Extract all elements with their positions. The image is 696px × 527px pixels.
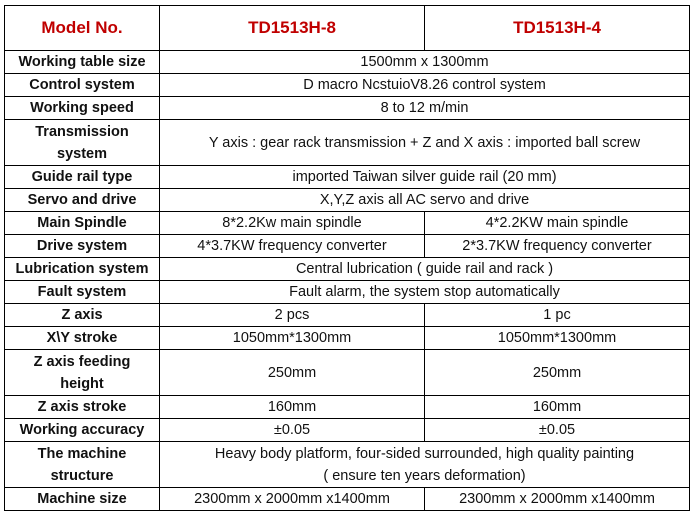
row-value-td1513h-8: 250mm xyxy=(160,350,425,396)
row-value-td1513h-4: 1050mm*1300mm xyxy=(425,327,690,350)
row-value: Fault alarm, the system stop automatically xyxy=(160,281,690,304)
row-value-td1513h-4: 250mm xyxy=(425,350,690,396)
row-value: imported Taiwan silver guide rail (20 mm) xyxy=(160,166,690,189)
table-row xyxy=(5,327,690,350)
row-label-line: Z axis feeding xyxy=(33,353,131,370)
table-row xyxy=(5,396,690,419)
row-value: Y axis : gear rack transmission + Z and X axis : imported ball screw xyxy=(160,120,690,166)
row-value-td1513h-4: ±0.05 xyxy=(425,419,690,442)
row-label: Working table size xyxy=(5,51,160,74)
row-label-line: Transmission xyxy=(35,123,129,140)
header-row xyxy=(5,6,690,51)
table-row xyxy=(5,97,690,120)
row-label xyxy=(5,350,160,396)
table-row xyxy=(5,488,690,511)
table-row xyxy=(5,350,690,396)
row-label-line: The machine xyxy=(37,445,127,462)
table-row xyxy=(5,166,690,189)
row-label xyxy=(5,442,160,488)
row-value-td1513h-8: 4*3.7KW frequency converter xyxy=(160,235,425,258)
row-label-line: system xyxy=(57,145,107,162)
table-row xyxy=(5,189,690,212)
row-value-td1513h-8: 2 pcs xyxy=(160,304,425,327)
row-label: Z axis stroke xyxy=(5,396,160,419)
row-label: Guide rail type xyxy=(5,166,160,189)
row-label: Working speed xyxy=(5,97,160,120)
table-row xyxy=(5,258,690,281)
row-label-line: structure xyxy=(50,467,114,484)
row-value-line: ( ensure ten years deformation) xyxy=(323,467,526,484)
table-row xyxy=(5,74,690,97)
row-label: Z axis xyxy=(5,304,160,327)
table-row xyxy=(5,235,690,258)
row-value-td1513h-4: 160mm xyxy=(425,396,690,419)
model-no-label: Model No. xyxy=(5,6,160,51)
row-label: Working accuracy xyxy=(5,419,160,442)
table-row xyxy=(5,51,690,74)
row-value: X,Y,Z axis all AC servo and drive xyxy=(160,189,690,212)
row-label: Fault system xyxy=(5,281,160,304)
row-value-td1513h-4: 4*2.2KW main spindle xyxy=(425,212,690,235)
row-label xyxy=(5,120,160,166)
row-value xyxy=(160,442,690,488)
row-value-td1513h-4: 2*3.7KW frequency converter xyxy=(425,235,690,258)
row-value-td1513h-8: ±0.05 xyxy=(160,419,425,442)
row-value: 1500mm x 1300mm xyxy=(160,51,690,74)
row-label: Machine size xyxy=(5,488,160,511)
row-label: Main Spindle xyxy=(5,212,160,235)
row-value-td1513h-4: 2300mm x 2000mm x1400mm xyxy=(425,488,690,511)
row-value-td1513h-8: 8*2.2Kw main spindle xyxy=(160,212,425,235)
row-value: Central lubrication ( guide rail and rack ) xyxy=(160,258,690,281)
row-value-td1513h-8: 1050mm*1300mm xyxy=(160,327,425,350)
table-row xyxy=(5,442,690,488)
row-value: D macro NcstuioV8.26 control system xyxy=(160,74,690,97)
row-value-td1513h-8: 160mm xyxy=(160,396,425,419)
spec-table xyxy=(4,5,690,511)
row-label-line: height xyxy=(60,375,104,392)
row-label: Control system xyxy=(5,74,160,97)
row-value-line: Heavy body platform, four-sided surrounded, high quality painting xyxy=(214,445,635,462)
model-td1513h-8: TD1513H-8 xyxy=(160,6,425,51)
model-td1513h-4: TD1513H-4 xyxy=(425,6,690,51)
row-label: X\Y stroke xyxy=(5,327,160,350)
table-row xyxy=(5,304,690,327)
row-label: Drive system xyxy=(5,235,160,258)
row-value-td1513h-4: 1 pc xyxy=(425,304,690,327)
row-value-td1513h-8: 2300mm x 2000mm x1400mm xyxy=(160,488,425,511)
row-label: Lubrication system xyxy=(5,258,160,281)
table-row xyxy=(5,120,690,166)
table-row xyxy=(5,212,690,235)
table-row xyxy=(5,419,690,442)
table-row xyxy=(5,281,690,304)
row-label: Servo and drive xyxy=(5,189,160,212)
row-value: 8 to 12 m/min xyxy=(160,97,690,120)
